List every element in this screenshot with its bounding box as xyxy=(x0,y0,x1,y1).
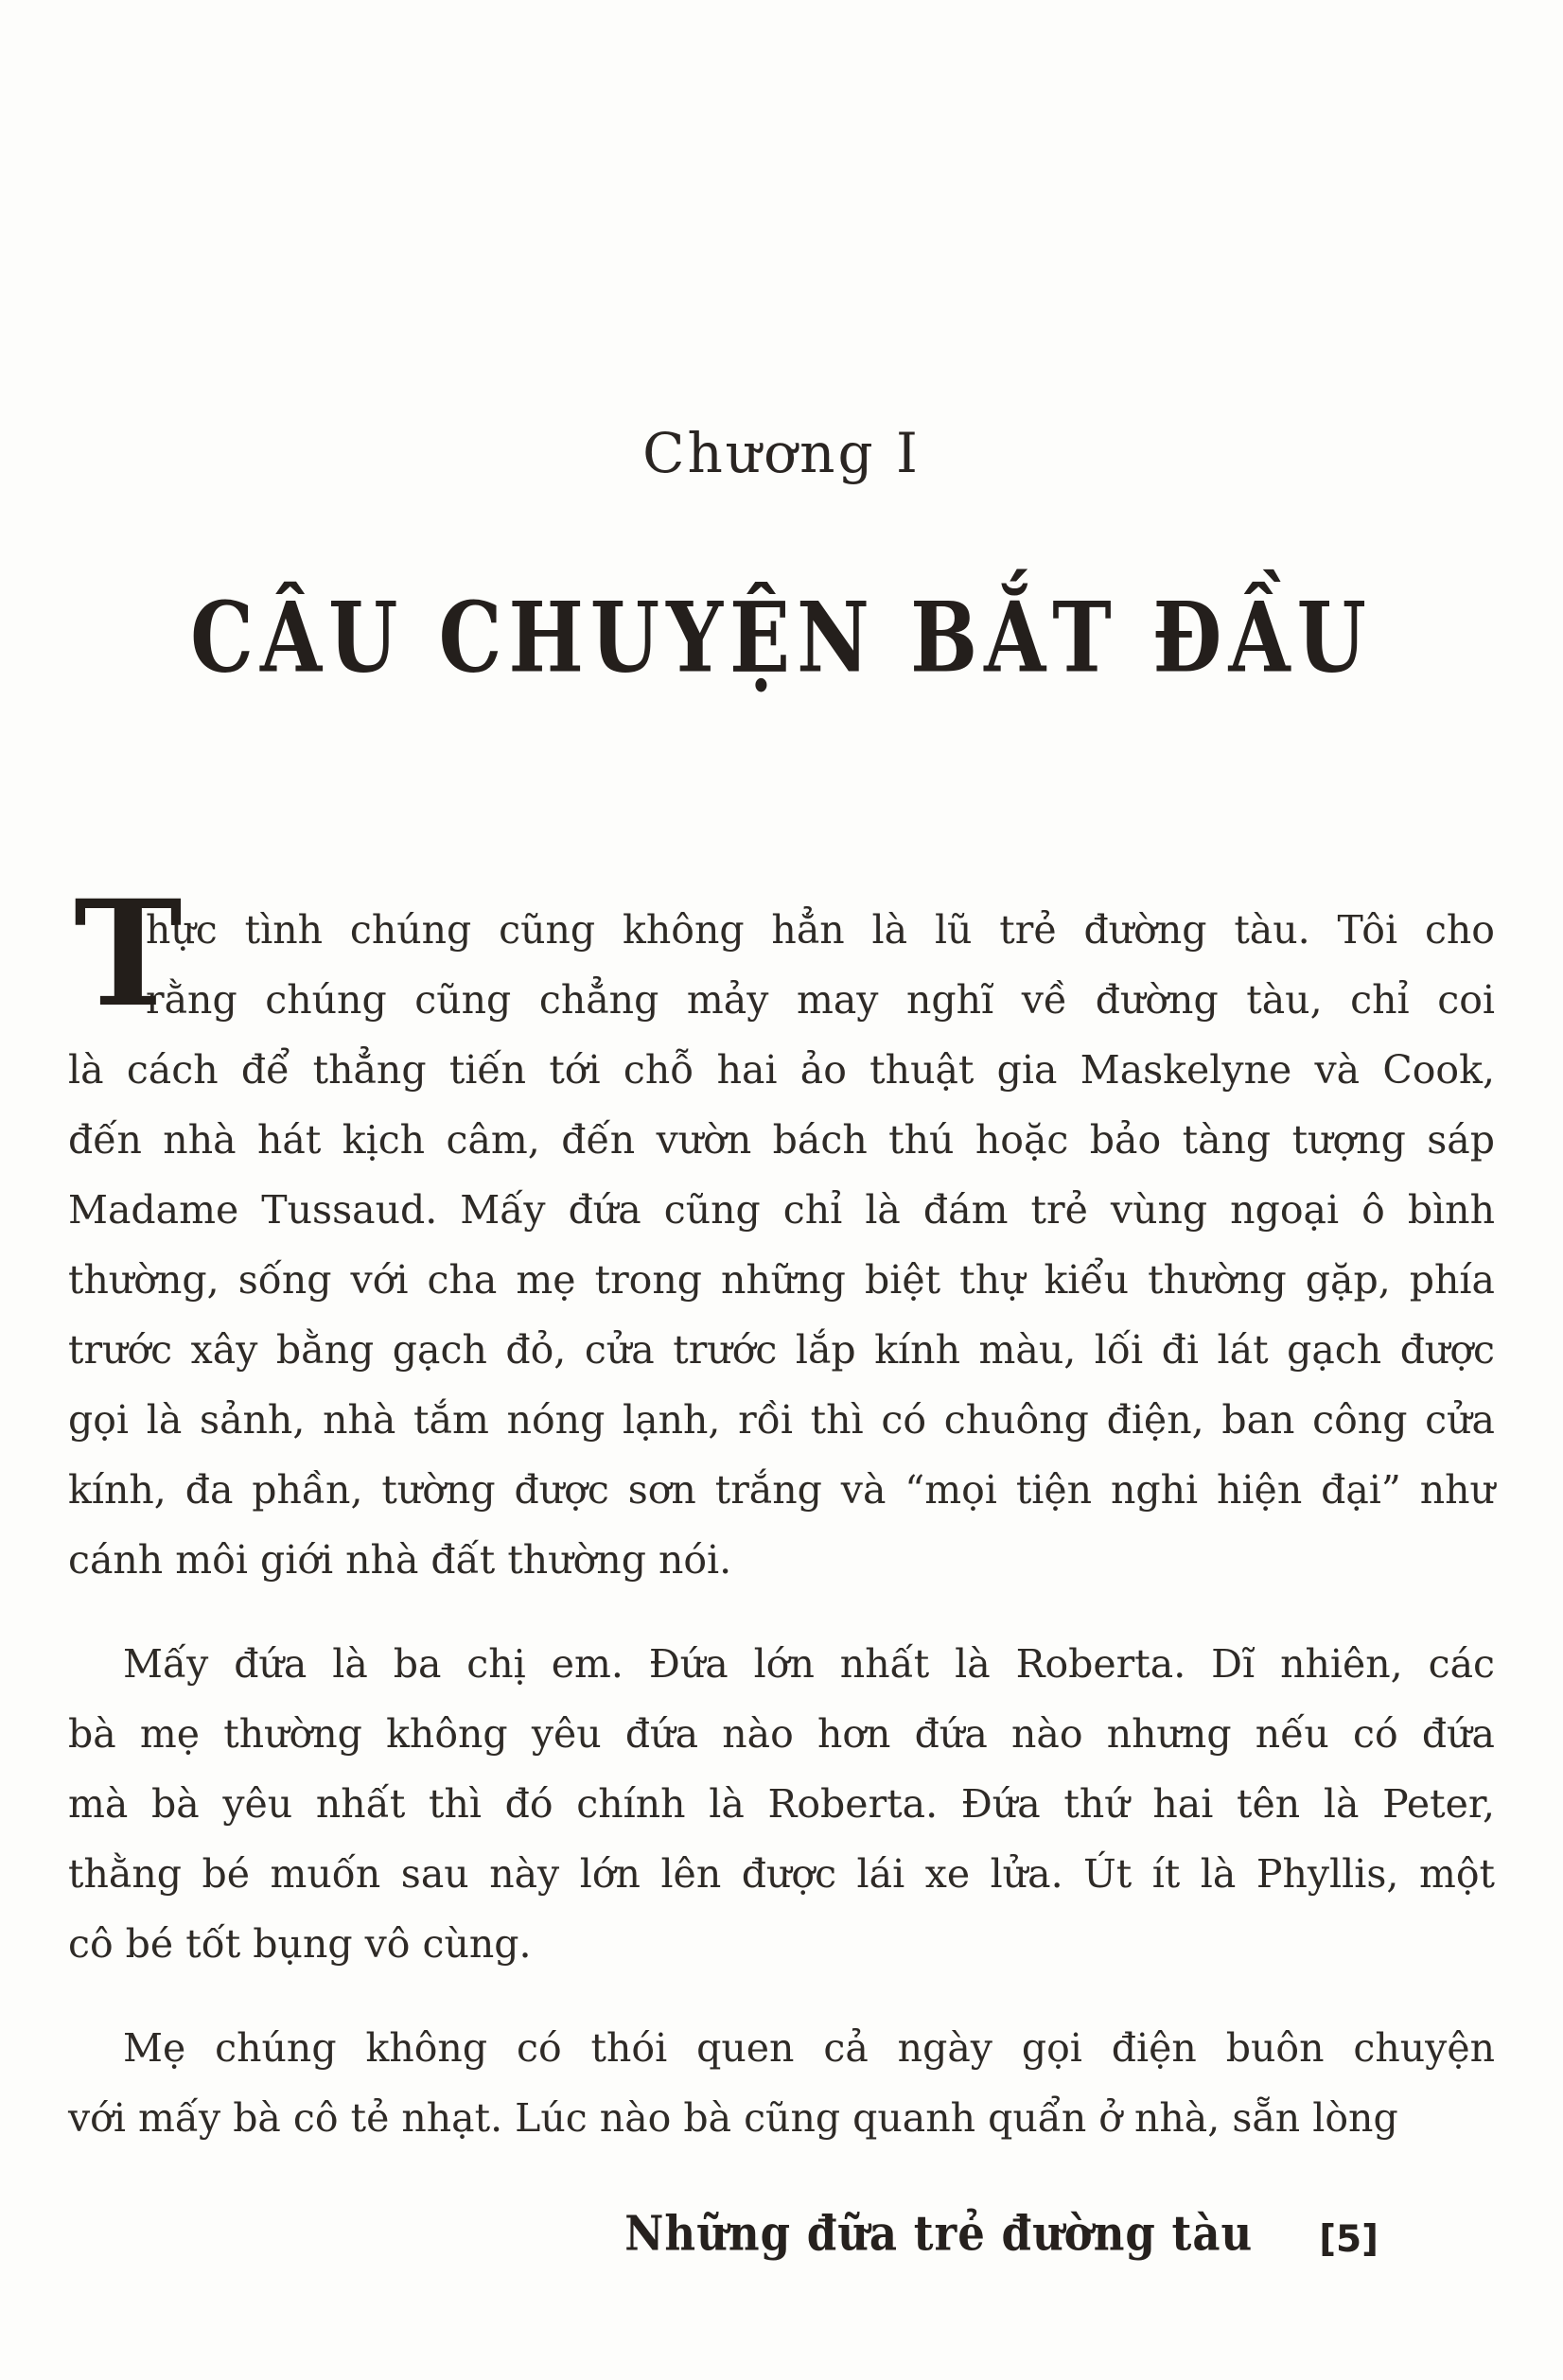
paragraph xyxy=(68,868,1495,1595)
body-line: rằng chúng cũng chẳng mảy may nghĩ về đường tàu, chỉ coi xyxy=(146,977,1495,1023)
body-line: bà mẹ thường không yêu đứa nào hơn đứa nào nhưng nếu có đứa xyxy=(68,1711,1495,1757)
body-line: Mẹ chúng không có thói quen cả ngày gọi điện buôn chuyện xyxy=(123,2025,1495,2071)
body-line: là cách để thẳng tiến tới chỗ hai ảo thuật gia Maskelyne và Cook, xyxy=(68,1047,1495,1093)
paragraph xyxy=(68,2013,1495,2153)
paragraph xyxy=(68,1629,1495,1979)
chapter-number: Chương I xyxy=(642,421,921,485)
page-footer xyxy=(624,2205,1563,2262)
body-text xyxy=(68,868,1495,2153)
body-line: mà bà yêu nhất thì đó chính là Roberta. Đứa thứ hai tên là Peter, xyxy=(68,1781,1495,1827)
body-line: Mấy đứa là ba chị em. Đứa lớn nhất là Roberta. Dĩ nhiên, các xyxy=(123,1641,1495,1687)
body-line: trước xây bằng gạch đỏ, cửa trước lắp kính màu, lối đi lát gạch được xyxy=(68,1327,1495,1373)
body-line: cô bé tốt bụng vô cùng. xyxy=(68,1921,532,1967)
body-line: kính, đa phần, tường được sơn trắng và “mọi tiện nghi hiện đại” như xyxy=(68,1467,1495,1513)
body-line: thằng bé muốn sau này lớn lên được lái xe lửa. Út ít là Phyllis, một xyxy=(68,1851,1495,1897)
body-line: hực tình chúng cũng không hẳn là lũ trẻ đường tàu. Tôi cho xyxy=(146,907,1495,953)
body-line: thường, sống với cha mẹ trong những biệt thự kiểu thường gặp, phía xyxy=(68,1257,1495,1303)
chapter-title: CÂU CHUYỆN BẮT ĐẦU xyxy=(190,580,1373,694)
body-line: gọi là sảnh, nhà tắm nóng lạnh, rồi thì có chuông điện, ban công cửa xyxy=(68,1397,1495,1443)
footer-book-title: Những đữa trẻ đường tàu xyxy=(624,2205,1254,2262)
body-line: với mấy bà cô tẻ nhạt. Lúc nào bà cũng quanh quẩn ở nhà, sẵn lòng xyxy=(68,2095,1398,2141)
footer-page-number: [5] xyxy=(1319,2218,1379,2261)
drop-cap: T xyxy=(74,868,183,1040)
body-line: Madame Tussaud. Mấy đứa cũng chỉ là đám trẻ vùng ngoại ô bình xyxy=(68,1187,1495,1233)
body-line: đến nhà hát kịch câm, đến vườn bách thú hoặc bảo tàng tượng sáp xyxy=(68,1117,1495,1163)
body-line: cánh môi giới nhà đất thường nói. xyxy=(68,1537,732,1583)
